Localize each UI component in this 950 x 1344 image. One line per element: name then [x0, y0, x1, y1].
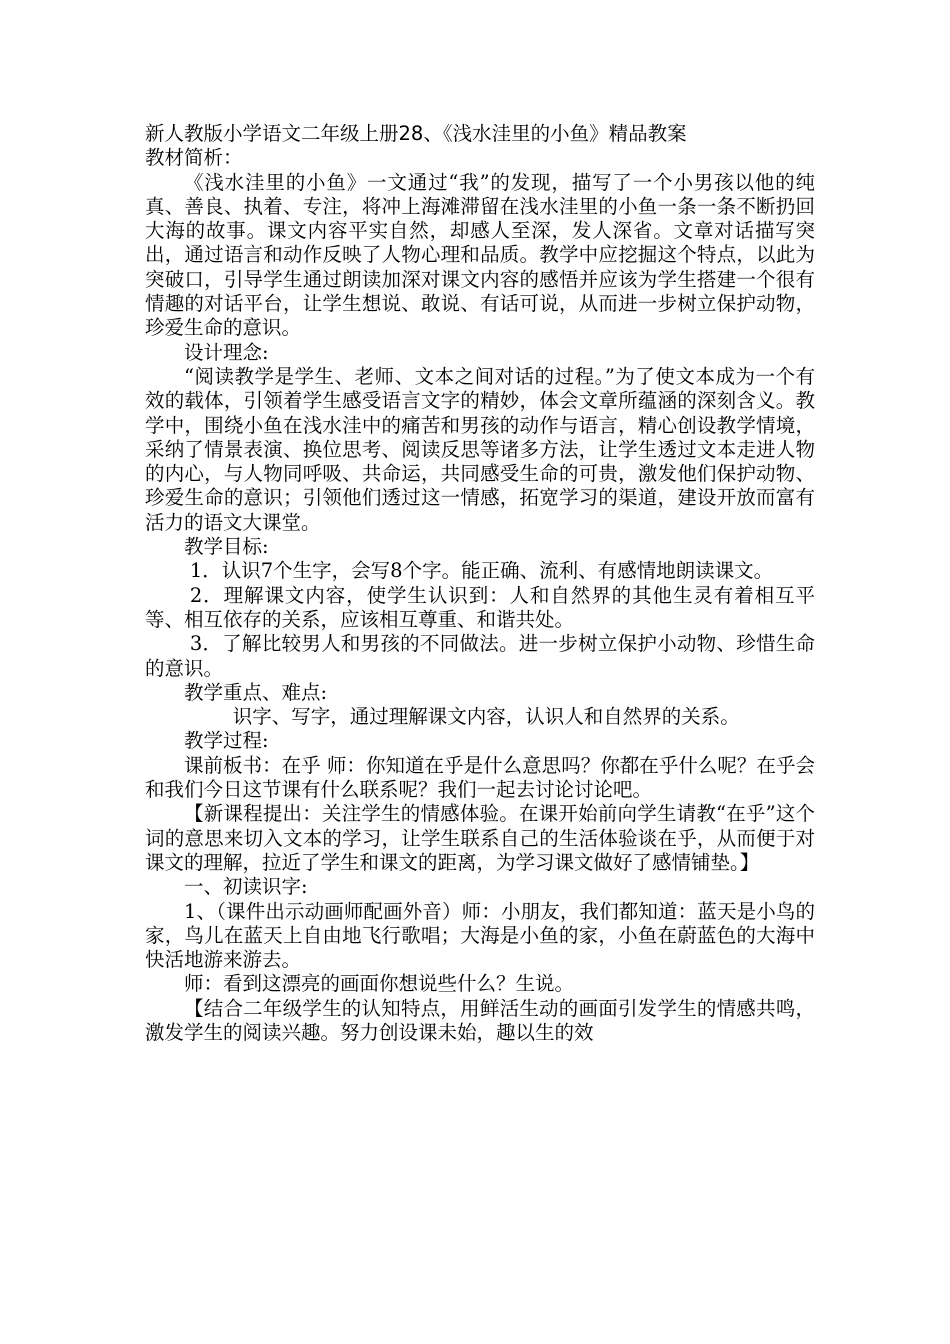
board-writing-paragraph: 课前板书：在乎 师：你知道在乎是什么意思吗？你都在乎什么呢？在乎会和我们今日这节课有什么联系呢？我们一起去讨论讨论吧。: [145, 753, 815, 802]
concept-paragraph: “阅读教学是学生、老师、文本之间对话的过程。”为了使文本成为一个有效的载体，引领着学生感受语言文字的精妙，体会文章所蕴涵的深刻含义。教学中，围绕小鱼在浅水洼中的痛苦和男孩的动作与语言，精心创设教学情境，采纳了情景表演、换位思考、阅读反思等诸多方法，让学生透过文本走进人物的内心，与人物同呼吸、共命运，共同感受生命的可贵，激发他们保护动物、珍爱生命的意识；引领他们透过这一情感，拓宽学习的渠道，建设开放而富有活力的语文大课堂。: [145, 364, 815, 534]
commentary-note-2: 【结合二年级学生的认知特点，用鲜活生动的画面引发学生的情感共鸣，激发学生的阅读兴趣。努力创设课未始，趣以生的效: [145, 996, 815, 1044]
commentary-note-1: 【新课程提出：关注学生的情感体验。在课开始前向学生请教“在乎”这个词的意思来切入文本的学习，让学生联系自己的生活体验谈在乎，从而便于对课文的理解，拉近了学生和课文的距离，为学习课文做好了感情铺垫。】: [145, 802, 815, 874]
goal-item-2: 2．理解课文内容，使学生认识到：人和自然界的其他生灵有着相互平等、相互依存的关系，应该相互尊重、和谐共处。: [145, 583, 815, 631]
goal-item-3: 3．了解比较男人和男孩的不同做法。进一步树立保护小动物、珍惜生命的意识。: [145, 632, 815, 680]
key-points-heading: 教学重点、难点:: [184, 680, 328, 704]
analysis-paragraph: 《浅水洼里的小鱼》一文通过“我”的发现，描写了一个小男孩以他的纯真、善良、执着、专注，将冲上海滩滞留在浅水洼里的小鱼一条一条不断扔回大海的故事。课文内容平实自然，却感人至深，发人深省。文章对话描写突出，通过语言和动作反映了人物心理和品质。教学中应挖掘这个特点，以此为突破口，引导学生通过朗读加深对课文内容的感悟并应该为学生搭建一个很有情趣的对话平台，让学生想说、敢说、有话可说，从而进一步树立保护动物，珍爱生命的意识。: [145, 170, 815, 340]
process-heading: 教学过程:: [184, 729, 269, 753]
document-page: [145, 122, 815, 1045]
analysis-heading: 教材简析：: [145, 146, 243, 170]
goal-item-1: 1．认识7个生字，会写8个字。能正确、流利、有感情地朗读课文。: [189, 559, 774, 583]
goals-heading: 教学目标:: [184, 535, 269, 559]
step-1-heading: 一、初读识字:: [184, 875, 308, 899]
key-points-text: 识字、写字，通过理解课文内容，认识人和自然界的关系。: [232, 705, 740, 729]
step-1-paragraph: 1、（课件出示动画师配画外音）师：小朋友，我们都知道：蓝天是小鸟的家，鸟儿在蓝天上自由地飞行歌唱；大海是小鱼的家，小鱼在蔚蓝色的大海中快活地游来游去。: [145, 899, 815, 972]
step-1-teacher-line: 师：看到这漂亮的画面你想说些什么？生说。: [184, 972, 575, 996]
concept-heading: 设计理念:: [184, 340, 269, 364]
document-title: 新人教版小学语文二年级上册28、《浅水洼里的小鱼》精品教案: [145, 122, 687, 145]
